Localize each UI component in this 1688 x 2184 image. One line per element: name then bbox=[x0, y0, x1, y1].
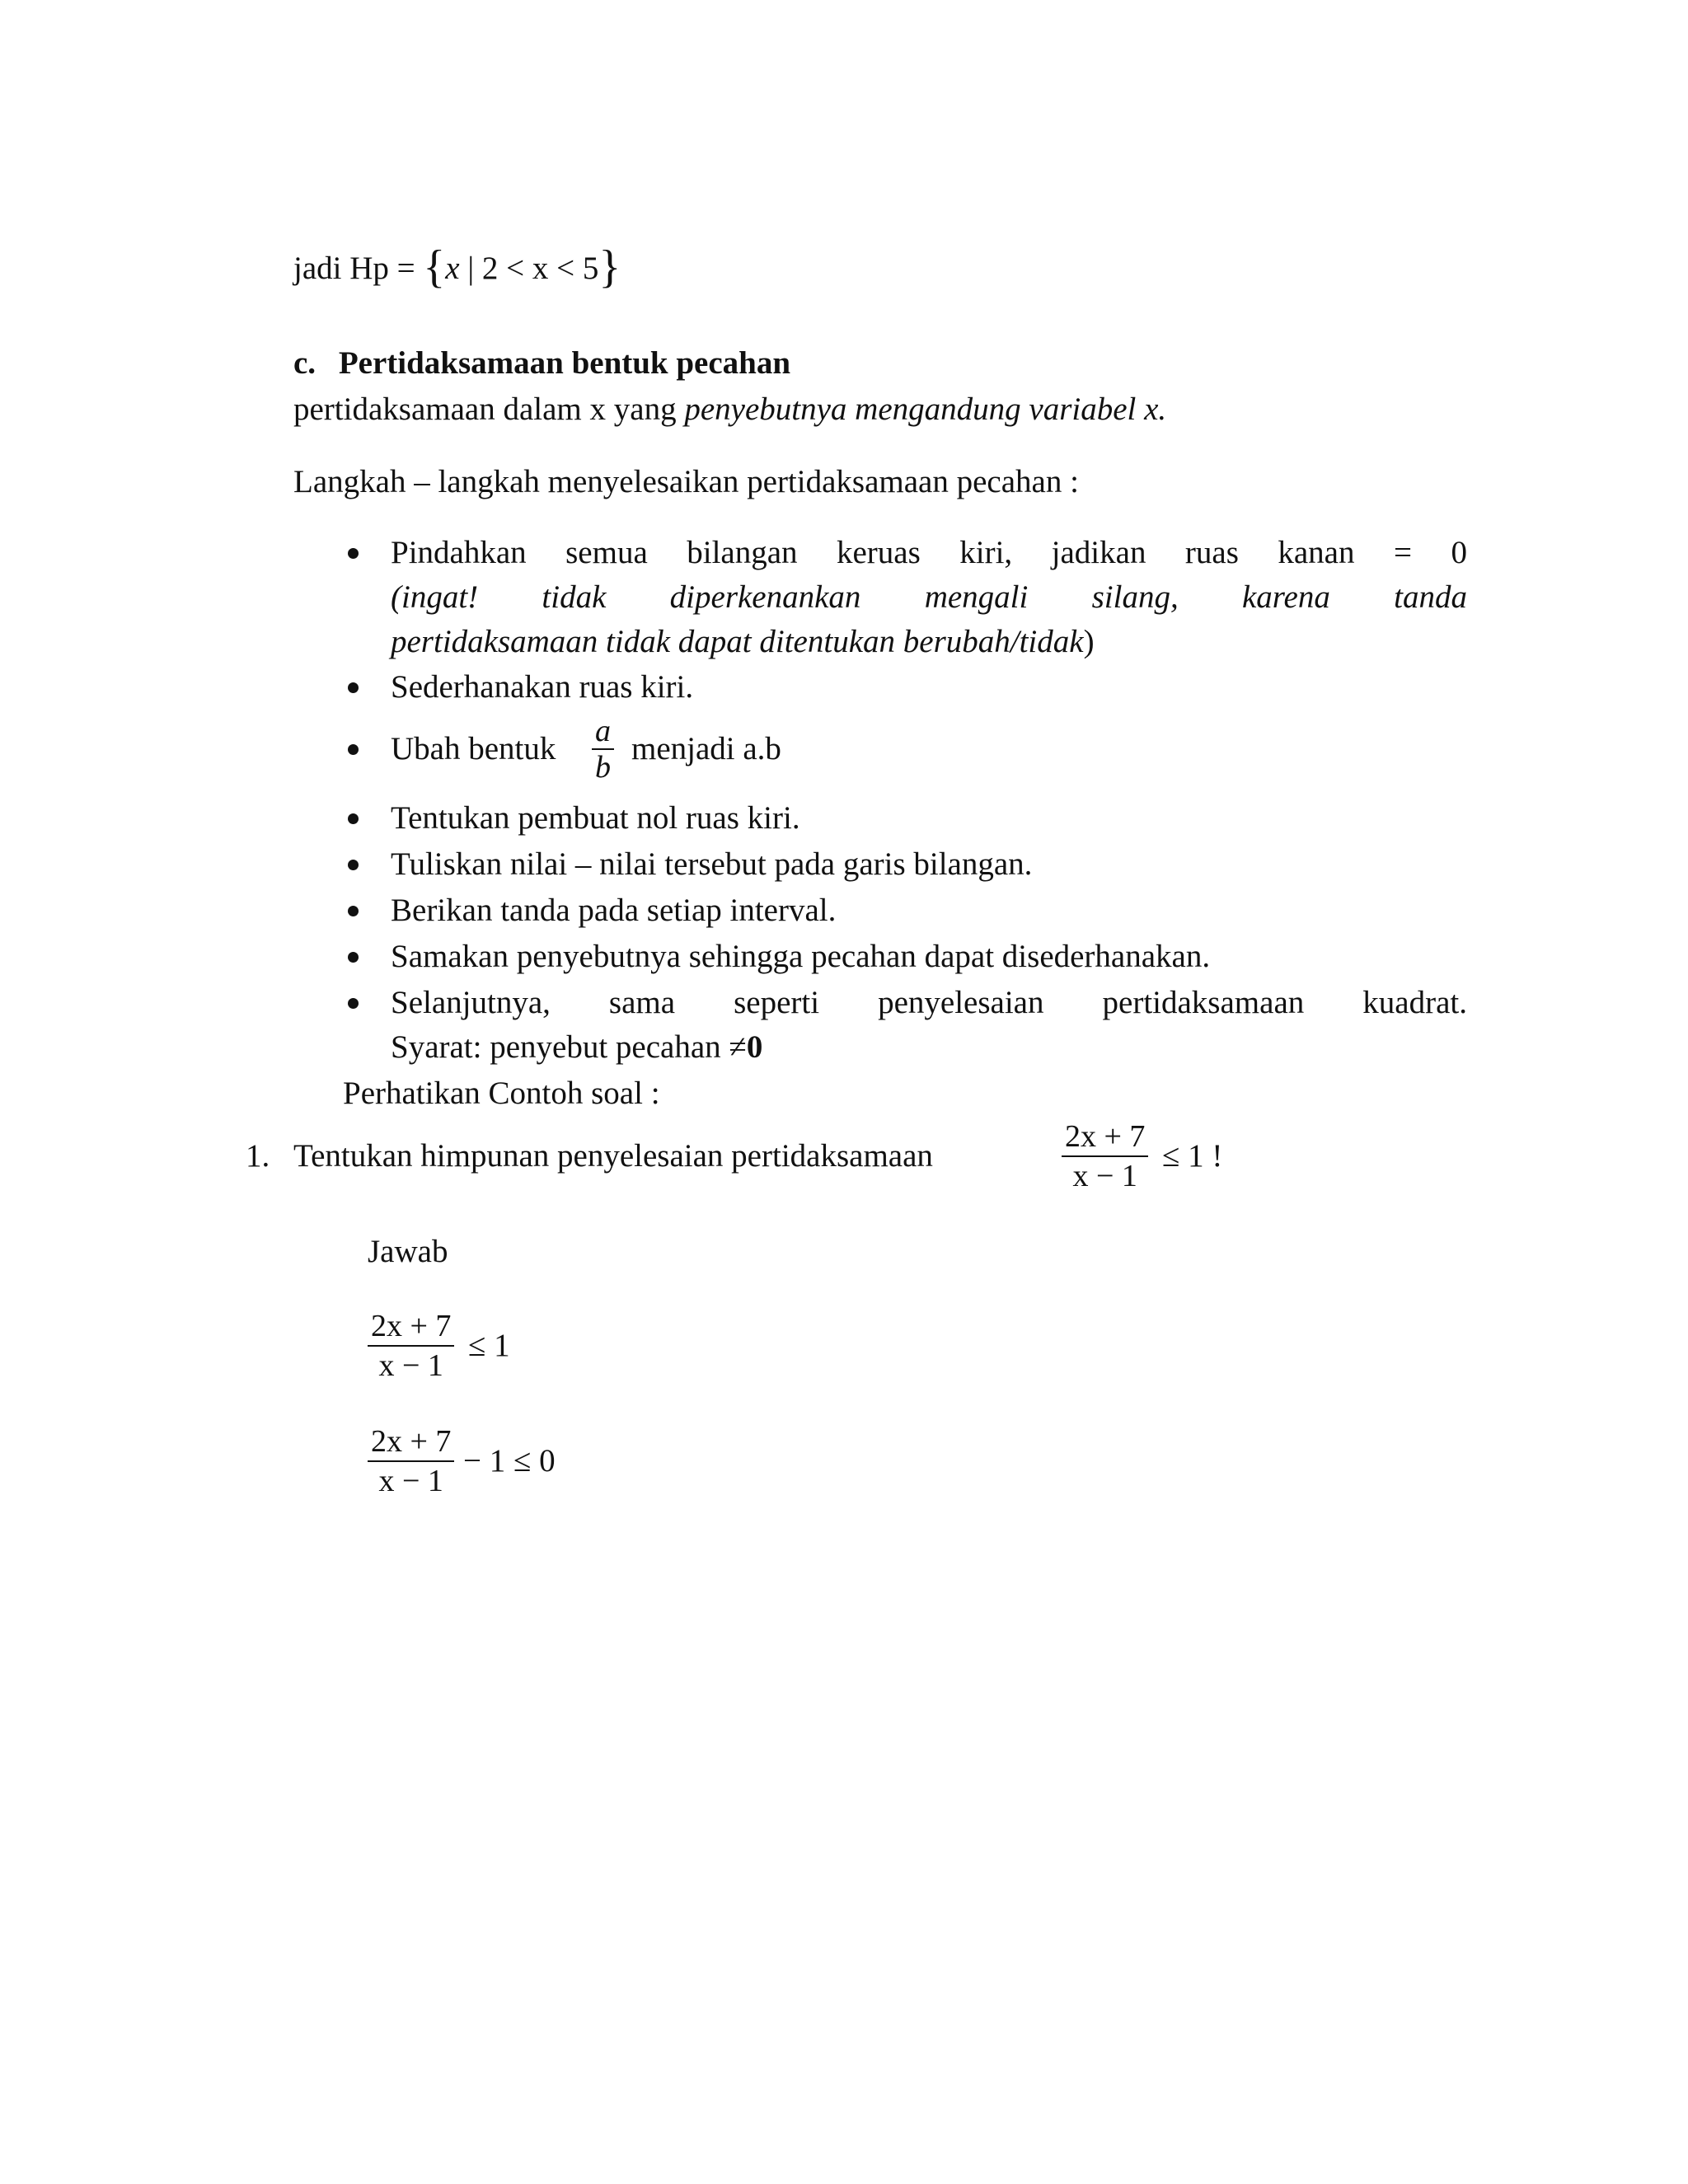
bullet-1-line-3 bbox=[391, 623, 1095, 660]
word: kuadrat. bbox=[1362, 985, 1467, 1020]
answer-label: Jawab bbox=[368, 1234, 448, 1269]
word: diperkenankan bbox=[669, 579, 861, 615]
bullet-8-condition: Syarat: penyebut pecahan ≠ bbox=[391, 1029, 747, 1065]
bullet-1-line-1 bbox=[391, 534, 1467, 571]
answer-eq1-relation: ≤ 1 bbox=[468, 1328, 510, 1363]
bullet-dot bbox=[348, 952, 359, 963]
bullet-dot bbox=[348, 998, 359, 1009]
bullet-dot bbox=[348, 860, 359, 870]
word: (ingat! bbox=[391, 579, 479, 615]
hp-separator: | bbox=[467, 251, 475, 286]
problem-fraction bbox=[1062, 1118, 1148, 1195]
bullet-3-prefix: Ubah bentuk bbox=[391, 731, 556, 766]
bullet-1-line-3-italic: pertidaksamaan tidak dapat ditentukan berubah/tidak bbox=[391, 624, 1084, 659]
fraction-numerator: a bbox=[595, 714, 611, 748]
hp-open-brace: { bbox=[423, 241, 446, 293]
bullet-dot bbox=[348, 682, 359, 693]
bullet-1-line-3-close: ) bbox=[1083, 624, 1095, 659]
definition-plain: pertidaksamaan dalam x yang bbox=[293, 391, 677, 427]
definition-italic: penyebutnya mengandung variabel x. bbox=[684, 391, 1167, 427]
example-heading: Perhatikan Contoh soal : bbox=[343, 1076, 660, 1111]
word: = bbox=[1393, 535, 1412, 570]
bullet-1-line-2 bbox=[391, 579, 1467, 616]
word: Pindahkan bbox=[391, 535, 527, 570]
bullet-2: Sederhanakan ruas kiri. bbox=[391, 669, 694, 705]
problem-relation: ≤ 1 ! bbox=[1162, 1138, 1223, 1174]
word: silang, bbox=[1091, 579, 1179, 615]
word: kanan bbox=[1278, 535, 1355, 570]
bullet-8-line-2 bbox=[391, 1029, 762, 1066]
word: keruas bbox=[837, 535, 921, 570]
word: mengali bbox=[924, 579, 1029, 615]
answer-eq1-numerator: 2x + 7 bbox=[371, 1309, 452, 1343]
hp-variable: x bbox=[445, 251, 460, 286]
problem-denominator: x − 1 bbox=[1072, 1159, 1137, 1193]
bullet-8-line-1 bbox=[391, 984, 1467, 1021]
word: Selanjutnya, bbox=[391, 985, 551, 1020]
steps-intro: Langkah – langkah menyelesaikan pertidaksamaan pecahan : bbox=[293, 464, 1079, 499]
answer-eq2-denominator: x − 1 bbox=[378, 1464, 443, 1498]
word: semua bbox=[565, 535, 648, 570]
word: jadikan bbox=[1051, 535, 1146, 570]
bullet-7: Samakan penyebutnya sehingga pecahan dapat disederhanakan. bbox=[391, 939, 1211, 974]
bullet-dot bbox=[348, 548, 359, 559]
bullet-dot bbox=[348, 744, 359, 755]
bullet-4: Tentukan pembuat nol ruas kiri. bbox=[391, 800, 800, 836]
bullet-5: Tuliskan nilai – nilai tersebut pada garis bilangan. bbox=[391, 846, 1033, 882]
word: kiri, bbox=[959, 535, 1013, 570]
bullet-dot bbox=[348, 813, 359, 824]
hp-close-brace: } bbox=[598, 241, 621, 293]
word: 0 bbox=[1451, 535, 1467, 570]
hp-condition: 2 < x < 5 bbox=[481, 251, 599, 286]
problem-text: Tentukan himpunan penyelesaian pertidaksamaan bbox=[293, 1138, 933, 1174]
word: bilangan bbox=[687, 535, 798, 570]
bullet-8-condition-zero: 0 bbox=[746, 1029, 763, 1065]
fraction-denominator: b bbox=[595, 750, 611, 785]
word: ruas bbox=[1184, 535, 1239, 570]
section-label: c. bbox=[293, 345, 316, 381]
answer-eq1-fraction bbox=[368, 1307, 454, 1385]
word: penyelesaian bbox=[878, 985, 1044, 1020]
word: tidak bbox=[542, 579, 607, 615]
word: sama bbox=[608, 985, 676, 1020]
word: seperti bbox=[734, 985, 820, 1020]
word: karena bbox=[1242, 579, 1330, 615]
bullet-6: Berikan tanda pada setiap interval. bbox=[391, 893, 837, 928]
section-definition bbox=[293, 391, 1166, 428]
answer-eq1-denominator: x − 1 bbox=[378, 1348, 443, 1383]
hp-line bbox=[293, 241, 621, 293]
answer-eq2-fraction bbox=[368, 1422, 454, 1500]
section-title: Pertidaksamaan bentuk pecahan bbox=[338, 345, 791, 381]
word: tanda bbox=[1394, 579, 1467, 615]
answer-eq2-relation: − 1 ≤ 0 bbox=[463, 1443, 556, 1479]
problem-number: 1. bbox=[246, 1138, 270, 1174]
section-heading bbox=[293, 344, 790, 382]
bullet-dot bbox=[348, 906, 359, 916]
bullet-3-suffix: menjadi a.b bbox=[631, 731, 781, 766]
problem-numerator: 2x + 7 bbox=[1065, 1119, 1146, 1154]
fraction-a-over-b bbox=[592, 714, 614, 785]
hp-prefix: jadi Hp = bbox=[293, 251, 415, 286]
answer-eq2-numerator: 2x + 7 bbox=[371, 1424, 452, 1459]
word: pertidaksamaan bbox=[1102, 985, 1305, 1020]
